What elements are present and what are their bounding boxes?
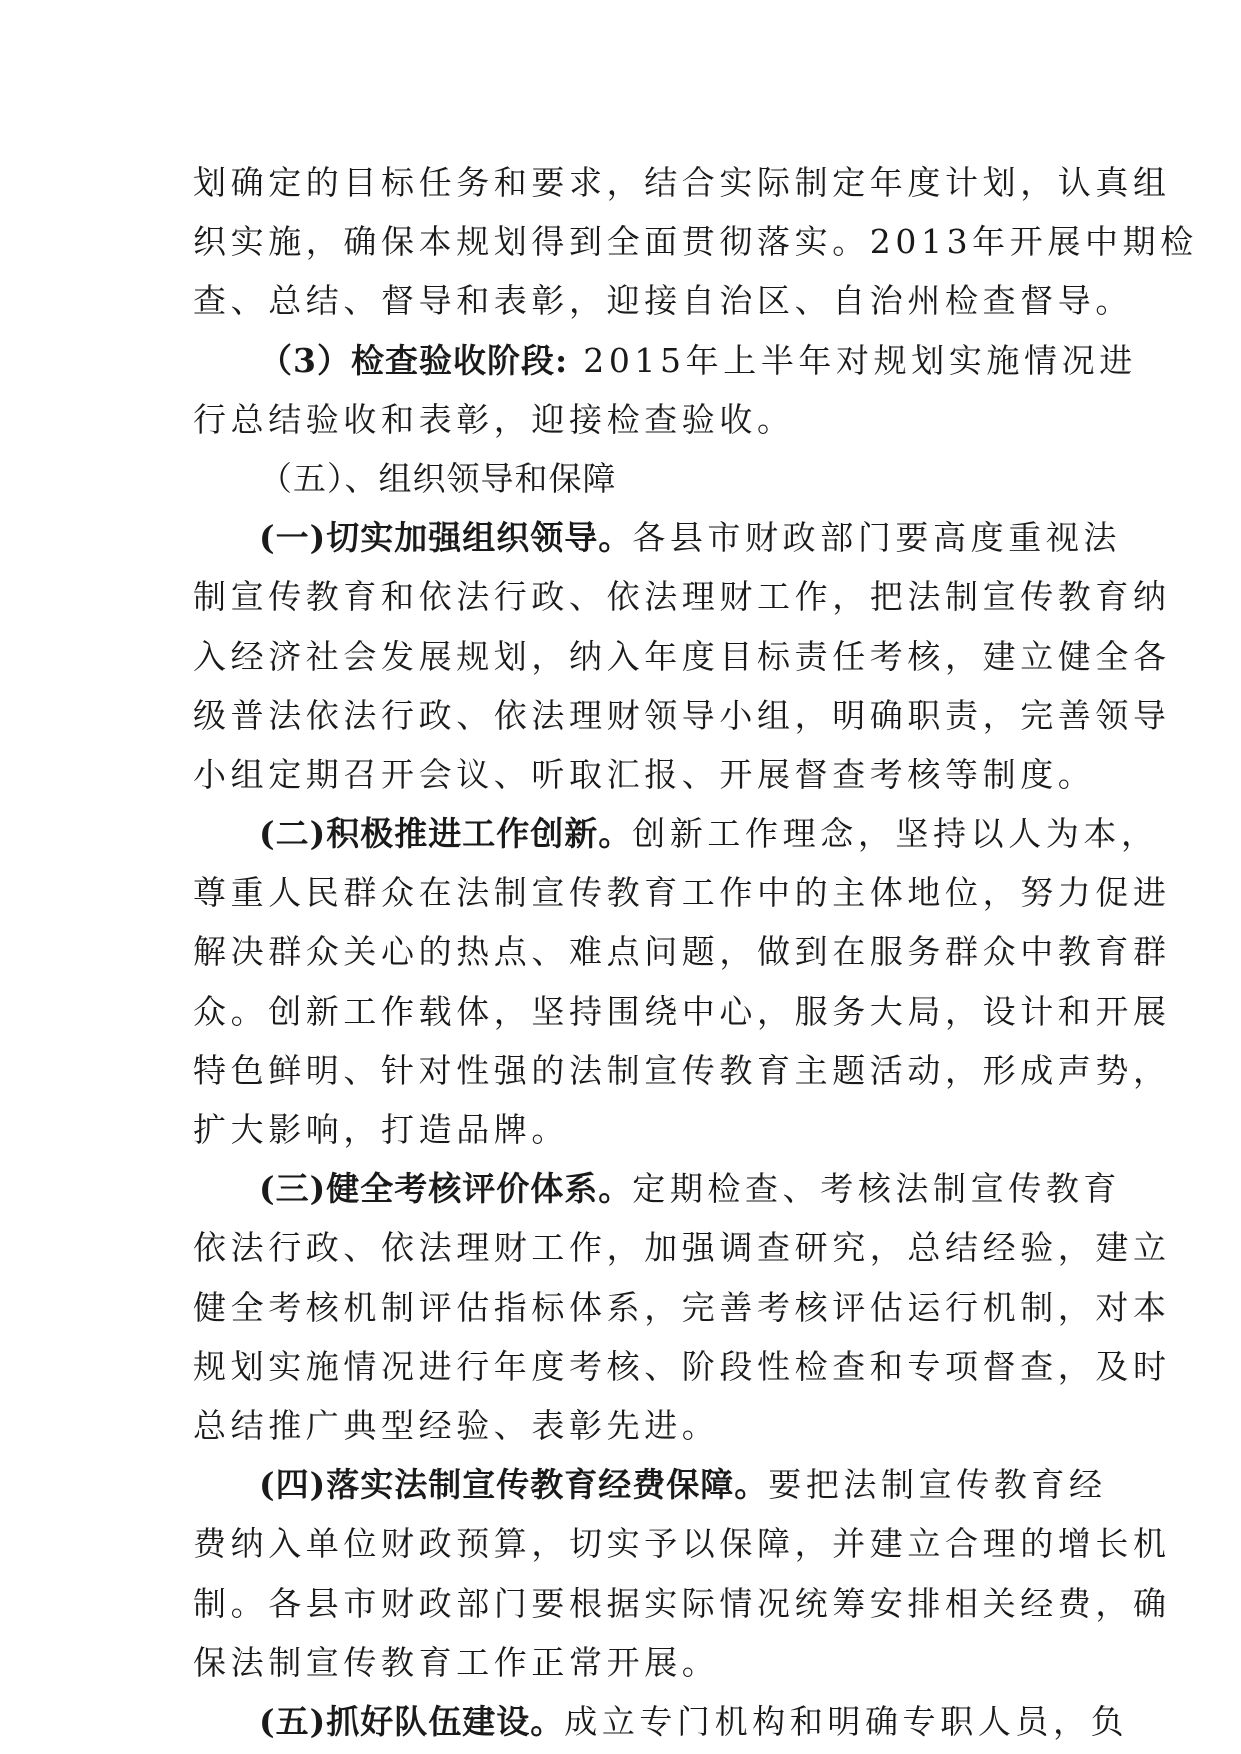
stage3-bold-lead: （3）检查验收阶段:: [259, 340, 569, 380]
body-line: 总结推广典型经验、表彰先进。: [193, 1405, 720, 1445]
item1-first-line: [193, 508, 1122, 567]
body-line: 划确定的目标任务和要求，结合实际制定年度计划，认真组: [193, 163, 1171, 202]
item5-first-line: [193, 1692, 1129, 1751]
section-heading: （五）、组织领导和保障: [259, 458, 617, 498]
body-line: 依法行政、依法理财工作，加强调查研究，总结经验，建立: [193, 1228, 1171, 1268]
body-line: 小组定期召开会议、听取汇报、开展督查考核等制度。: [193, 754, 1096, 794]
item1-text: 各县市财政部门要高度重视法: [632, 518, 1122, 558]
body-line: 费纳入单位财政预算，切实予以保障，并建立合理的增长机: [193, 1524, 1171, 1564]
body-line: 保法制宣传教育工作正常开展。: [193, 1642, 720, 1682]
body-line: 扩大影响，打造品牌。: [193, 1110, 569, 1149]
stage3-paragraph-first-line: [193, 331, 1137, 390]
item4-first-line: [193, 1455, 1107, 1514]
item4-text: 要把法制宣传教育经: [768, 1465, 1107, 1505]
body-line: 行总结验收和表彰，迎接检查验收。: [193, 399, 795, 439]
body-line: 解决群众关心的热点、难点问题，做到在服务群众中教育群: [193, 932, 1171, 972]
item3-bold-lead: (三)健全考核评价体系。: [259, 1169, 633, 1209]
body-line: 制宣传教育和依法行政、依法理财工作，把法制宣传教育纳: [193, 577, 1171, 617]
body-line: 制。各县市财政部门要根据实际情况统筹安排相关经费，确: [193, 1583, 1171, 1623]
body-line: 尊重人民群众在法制宣传教育工作中的主体地位，努力促进: [193, 873, 1171, 913]
body-line: 织实施，确保本规划得到全面贯彻落实。2013年开展中期检: [193, 222, 1198, 262]
item5-text: 成立专门机构和明确专职人员，负: [564, 1701, 1129, 1741]
item5-bold-lead: (五)抓好队伍建设。: [259, 1701, 565, 1741]
body-line: 特色鲜明、针对性强的法制宣传教育主题活动，形成声势，: [193, 1050, 1171, 1090]
document-body: [193, 153, 1198, 1751]
item1-bold-lead: (一)切实加强组织领导。: [259, 518, 633, 558]
body-line: 查、总结、督导和表彰，迎接自治区、自治州检查督导。: [193, 281, 1133, 321]
item2-bold-lead: (二)积极推进工作创新。: [259, 814, 633, 854]
body-line: 入经济社会发展规划，纳入年度目标责任考核，建立健全各: [193, 636, 1171, 676]
body-line: 级普法依法行政、依法理财领导小组，明确职责，完善领导: [193, 695, 1171, 735]
body-line: 规划实施情况进行年度考核、阶段性检查和专项督查，及时: [193, 1346, 1171, 1386]
item2-text: 创新工作理念，坚持以人为本，: [632, 814, 1159, 854]
body-line: 众。创新工作载体，坚持围绕中心，服务大局，设计和开展: [193, 991, 1171, 1031]
item4-bold-lead: (四)落实法制宣传教育经费保障。: [259, 1465, 769, 1505]
item3-first-line: [193, 1159, 1122, 1218]
stage3-text: 2015年上半年对规划实施情况进: [568, 340, 1137, 380]
item2-first-line: [193, 804, 1159, 863]
item3-text: 定期检查、考核法制宣传教育: [632, 1169, 1122, 1209]
body-line: 健全考核机制评估指标体系，完善考核评估运行机制，对本: [193, 1287, 1171, 1327]
